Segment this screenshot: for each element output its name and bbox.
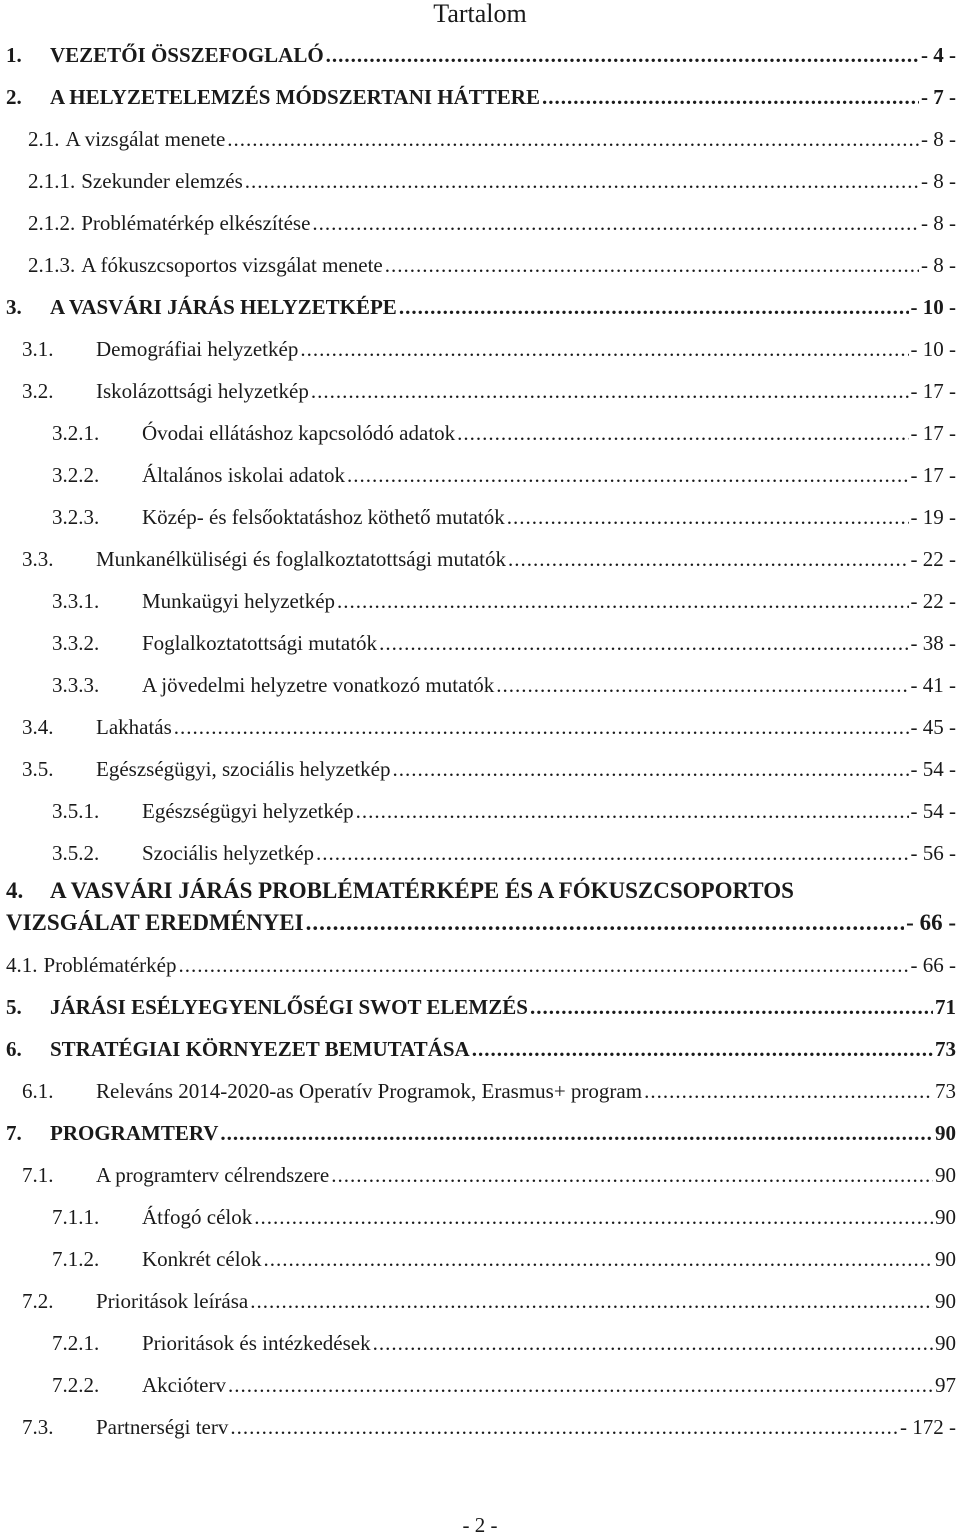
toc-entry-title: Átfogó célok: [142, 1205, 253, 1229]
toc-entry[interactable]: [6, 292, 956, 322]
toc-entry-title: Konkrét célok: [142, 1247, 262, 1271]
toc-entry[interactable]: [52, 502, 956, 532]
toc-entry-page: 90: [935, 1121, 956, 1145]
toc-dot-leader: [356, 796, 909, 826]
toc-entry-title: Partnerségi terv: [96, 1415, 229, 1439]
toc-dot-leader: [245, 166, 919, 196]
toc-dot-leader: [399, 292, 909, 322]
toc-dot-leader: [300, 334, 908, 364]
toc-entry[interactable]: [28, 208, 956, 238]
toc-entry-title: Foglalkoztatottsági mutatók: [142, 631, 378, 655]
toc-entry-title: Iskolázottsági helyzetkép: [96, 379, 309, 403]
toc-entry-number: 2.1.3.: [28, 253, 76, 277]
toc-entry-title: JÁRÁSI ESÉLYEGYENLŐSÉGI SWOT ELEMZÉS: [50, 995, 528, 1019]
toc-entry-number: 3.4.: [22, 715, 54, 739]
toc-entry-page: - 8 -: [921, 211, 956, 235]
toc-dot-leader: [178, 950, 908, 980]
toc-entry-page: - 17 -: [910, 421, 956, 445]
toc-entry[interactable]: [28, 250, 956, 280]
toc-entry[interactable]: [22, 1076, 956, 1106]
toc-dot-leader: [530, 992, 933, 1022]
toc-entry-title: VIZSGÁLAT EREDMÉNYEI: [6, 910, 304, 935]
toc-entry-title: A programterv célrendszere: [96, 1163, 330, 1187]
toc-dot-leader: [254, 1202, 933, 1232]
toc-entry-number: 3.1.: [22, 337, 54, 361]
toc-entry[interactable]: [6, 40, 956, 70]
toc-entry-page: - 172 -: [900, 1415, 956, 1439]
toc-entry-page: - 19 -: [910, 505, 956, 529]
toc-entry-number: 7.2.2.: [52, 1373, 100, 1397]
toc-dot-leader: [496, 670, 908, 700]
toc-entry[interactable]: [52, 796, 956, 826]
toc-entry[interactable]: [52, 418, 956, 448]
toc-entry[interactable]: [22, 1286, 956, 1316]
toc-entry-number: 6.1.: [22, 1079, 54, 1103]
toc-entry-title: Munkanélküliségi és foglalkoztatottsági mutatók: [96, 547, 507, 571]
toc-entry[interactable]: [52, 670, 956, 700]
toc-entry-title: PROGRAMTERV: [50, 1121, 219, 1145]
toc-entry-title: Prioritások leírása: [96, 1289, 249, 1313]
toc-dot-leader: [457, 418, 908, 448]
toc-title: Tartalom: [433, 0, 527, 28]
toc-entry-page: 73: [935, 1079, 956, 1103]
toc-dot-leader: [228, 1370, 933, 1400]
toc-entry[interactable]: [22, 712, 956, 742]
toc-entry-number: 3.2.2.: [52, 463, 100, 487]
page-number: - 2 -: [462, 1513, 498, 1537]
toc-entry-page: - 8 -: [921, 253, 956, 277]
toc-entry[interactable]: [22, 1412, 956, 1442]
toc-entry-number: 2.1.2.: [28, 211, 76, 235]
toc-entry-title: Prioritások és intézkedések: [142, 1331, 371, 1355]
toc-entry-number: 3.2.1.: [52, 421, 100, 445]
toc-entry-page: 90: [935, 1331, 956, 1355]
toc-dot-leader: [220, 1118, 933, 1148]
toc-entry-page: - 66 -: [910, 953, 956, 977]
toc-entry-number: 7.: [6, 1121, 22, 1145]
toc-entry[interactable]: [52, 586, 956, 616]
toc-entry-number: 5.: [6, 995, 22, 1019]
toc-entry-number: 7.2.1.: [52, 1331, 100, 1355]
toc-entry-number: 3.3.1.: [52, 589, 100, 613]
toc-entry-title: A fókuszcsoportos vizsgálat menete: [81, 253, 383, 277]
toc-entry-number: 3.: [6, 295, 22, 319]
toc-entry-page: 90: [935, 1247, 956, 1271]
toc-entry-number: 3.3.: [22, 547, 54, 571]
toc-entry-number: 4.: [6, 878, 24, 903]
toc-entry[interactable]: [52, 838, 956, 868]
toc-dot-leader: [347, 460, 909, 490]
toc-entry-title: Problématérkép: [43, 953, 177, 977]
toc-entry-page: - 41 -: [910, 673, 956, 697]
toc-entry-title: Munkaügyi helyzetkép: [142, 589, 336, 613]
toc-dot-leader: [326, 40, 919, 70]
toc-entry-title: VEZETŐI ÖSSZEFOGLALÓ: [50, 43, 324, 67]
toc-dot-leader: [508, 544, 908, 574]
toc-entry-page: - 38 -: [910, 631, 956, 655]
toc-entry-page: 90: [935, 1163, 956, 1187]
toc-entry[interactable]: [28, 166, 956, 196]
toc-entry-number: 7.1.2.: [52, 1247, 100, 1271]
toc-dot-leader: [385, 250, 919, 280]
toc-entry-number: 2.1.: [28, 127, 60, 151]
toc-entry-page: 90: [935, 1289, 956, 1313]
toc-entry-page: 90: [935, 1205, 956, 1229]
toc-entry[interactable]: [22, 754, 956, 784]
toc-entry-page: - 56 -: [910, 841, 956, 865]
toc-entry-page: - 4 -: [921, 43, 956, 67]
toc-entry-title: Szekunder elemzés: [81, 169, 243, 193]
toc-entry-number: 1.: [6, 43, 22, 67]
toc-entry-title: Lakhatás: [96, 715, 172, 739]
toc-entry-number: 3.5.2.: [52, 841, 100, 865]
toc-dot-leader: [174, 712, 909, 742]
toc-entry-page: - 54 -: [910, 757, 956, 781]
toc-entry-page: - 66 -: [906, 910, 956, 935]
toc-entry-title: Problématérkép elkészítése: [81, 211, 311, 235]
toc-entry-title: A VASVÁRI JÁRÁS PROBLÉMATÉRKÉPE ÉS A FÓKUSZCSOPORTOS: [50, 878, 794, 903]
toc-dot-leader: [230, 1412, 898, 1442]
toc-entry-number: 7.2.: [22, 1289, 54, 1313]
toc-entry-page: - 7 -: [921, 85, 956, 109]
toc-dot-leader: [392, 754, 908, 784]
toc-dot-leader: [542, 82, 919, 112]
toc-dot-leader: [379, 628, 908, 658]
toc-entry[interactable]: [6, 1034, 956, 1064]
toc-entry-number: 3.3.2.: [52, 631, 100, 655]
toc-entry-number: 2.1.1.: [28, 169, 76, 193]
toc-entry[interactable]: [28, 124, 956, 154]
toc-entry[interactable]: [52, 628, 956, 658]
toc-dot-leader: [250, 1286, 933, 1316]
toc-entry-title: Egészségügyi, szociális helyzetkép: [96, 757, 391, 781]
toc-entry-number: 4.1.: [6, 953, 38, 977]
toc-dot-leader: [373, 1328, 933, 1358]
toc-entry-title: A HELYZETELEMZÉS MÓDSZERTANI HÁTTERE: [50, 85, 540, 109]
toc-entry-page: 73: [935, 1037, 956, 1061]
toc-entry[interactable]: [22, 1160, 956, 1190]
toc-entry-title: Közép- és felsőoktatáshoz köthető mutatók: [142, 505, 505, 529]
toc-entry-title: A vizsgálat menete: [65, 127, 226, 151]
toc-entry-number: 7.1.: [22, 1163, 54, 1187]
toc-dot-leader: [337, 586, 908, 616]
toc-dot-leader: [311, 376, 909, 406]
toc-entry-page: 71: [935, 995, 956, 1019]
toc-entry[interactable]: [6, 82, 956, 112]
toc-entry-number: 2.: [6, 85, 22, 109]
toc-entry-page: - 8 -: [921, 127, 956, 151]
toc-entry-number: 3.2.3.: [52, 505, 100, 529]
toc-entry[interactable]: [22, 334, 956, 364]
toc-dot-leader: [312, 208, 919, 238]
toc-entry[interactable]: [52, 1202, 956, 1232]
toc-entry-page: - 45 -: [910, 715, 956, 739]
toc-entry-number: 7.3.: [22, 1415, 54, 1439]
toc-entry[interactable]: [6, 1118, 956, 1148]
toc-entry-title: Demográfiai helyzetkép: [96, 337, 299, 361]
toc-entry-page: - 22 -: [910, 547, 956, 571]
toc-entry-page: - 17 -: [910, 379, 956, 403]
toc-entry[interactable]: [6, 950, 956, 980]
toc-entry-page: - 10 -: [910, 337, 956, 361]
toc-entry-title: Egészségügyi helyzetkép: [142, 799, 354, 823]
toc-entry-title: Releváns 2014-2020-as Operatív Programok, Erasmus+ program: [96, 1079, 643, 1103]
toc-dot-leader: [264, 1244, 933, 1274]
toc-entry-title: A jövedelmi helyzetre vonatkozó mutatók: [142, 673, 495, 697]
toc-dot-leader: [227, 124, 919, 154]
toc-dot-leader: [507, 502, 909, 532]
toc-entry-title: A VASVÁRI JÁRÁS HELYZETKÉPE: [50, 295, 397, 319]
toc-dot-leader: [316, 838, 908, 868]
toc-entry-title: STRATÉGIAI KÖRNYEZET BEMUTATÁSA: [50, 1037, 470, 1061]
toc-entry[interactable]: [22, 376, 956, 406]
toc-entry-line1[interactable]: [6, 876, 794, 906]
toc-entry-page: - 54 -: [910, 799, 956, 823]
toc-entry[interactable]: [52, 1370, 956, 1400]
toc-entry[interactable]: [6, 992, 956, 1022]
toc-entry[interactable]: [52, 460, 956, 490]
toc-entry-number: 3.2.: [22, 379, 54, 403]
toc-entry-page: - 10 -: [910, 295, 956, 319]
toc-entry-title: Általános iskolai adatok: [142, 463, 345, 487]
toc-entry-number: 3.5.1.: [52, 799, 100, 823]
toc-entry-number: 3.3.3.: [52, 673, 100, 697]
toc-entry-page: - 8 -: [921, 169, 956, 193]
toc-dot-leader: [331, 1160, 933, 1190]
toc-entry-title: Szociális helyzetkép: [142, 841, 315, 865]
toc-entry[interactable]: [22, 544, 956, 574]
toc-dot-leader: [472, 1034, 933, 1064]
toc-entry-number: 3.5.: [22, 757, 54, 781]
toc-entry-title: Óvodai ellátáshoz kapcsolódó adatok: [142, 421, 456, 445]
toc-entry[interactable]: [52, 1328, 956, 1358]
toc-entry-number: 7.1.1.: [52, 1205, 100, 1229]
toc-entry-page: - 22 -: [910, 589, 956, 613]
toc-entry-number: 6.: [6, 1037, 22, 1061]
toc-entry-title: Akcióterv: [142, 1373, 226, 1397]
toc-dot-leader: [306, 908, 905, 938]
toc-entry[interactable]: [52, 1244, 956, 1274]
toc-entry-page: - 17 -: [910, 463, 956, 487]
toc-entry-page: 97: [935, 1373, 956, 1397]
toc-dot-leader: [644, 1076, 933, 1106]
toc-entry[interactable]: [6, 908, 956, 938]
